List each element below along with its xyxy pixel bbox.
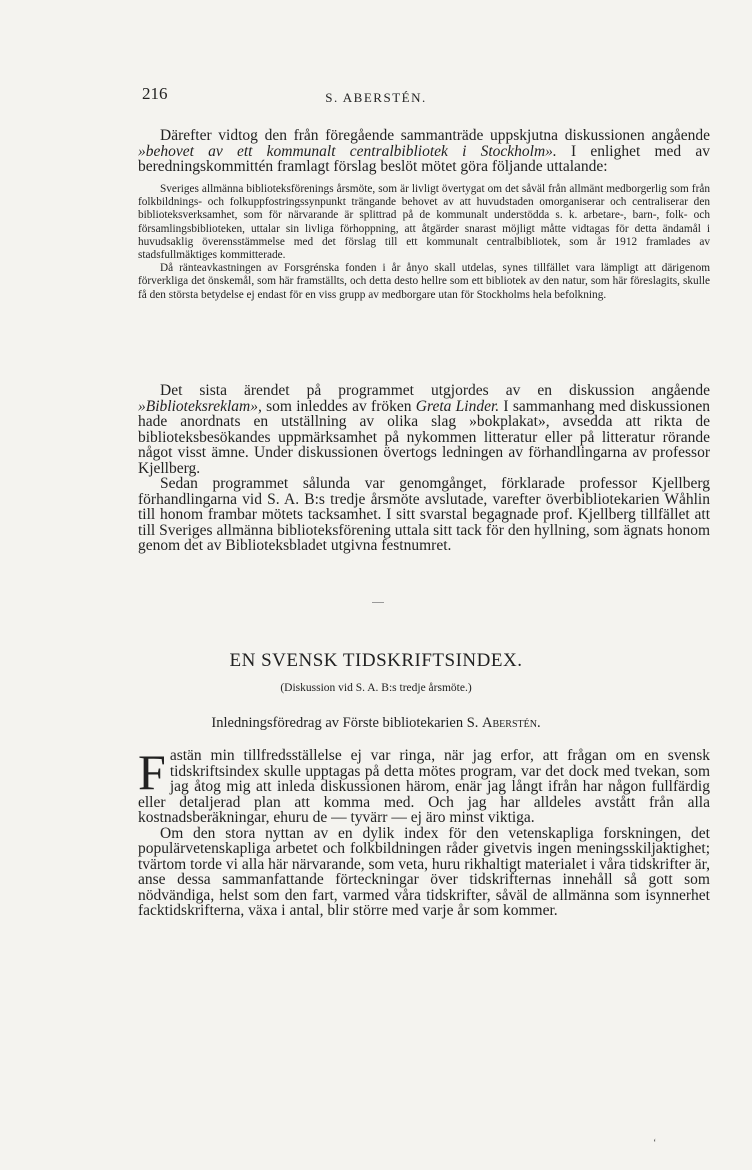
paragraph-text: I enlighet med av beredningskommittén framlagt förslag beslöt mötet göra följande uttalande: [138, 142, 711, 175]
paragraph-text: som inleddes av fröken [261, 397, 416, 415]
article-byline [0, 715, 752, 732]
closing-paragraphs [138, 383, 710, 554]
page-number: 216 [142, 84, 168, 103]
section-divider [372, 602, 384, 603]
article-subtitle: (Diskussion vid S. A. B:s tredje årsmöte.) [280, 682, 472, 694]
article-title: EN SVENSK TIDSKRIFTSINDEX. [229, 650, 523, 671]
paragraph-central-library [138, 128, 710, 175]
paragraph-text: astän min tillfredsställelse ej var ringa, när jag erfor, att frågan om en svensk tidskriftsindex skulle upptagas på detta mötes program, var det dock med tvekan, som jag åtog mig att inleda diskussionen härom, enär jag långt ifrån har någon fullfärdig eller detaljerad plan att komma med. Och jag har alldeles avstått från alla kostnadsberäkningar, ehuru de — tyvärr — ej äro minst viktiga. [138, 747, 710, 826]
drop-cap: F [138, 744, 166, 800]
paragraph-text: I sammanhang med diskussionen hade anordnats en utställning av olika slag »bokplakat», avsedda att rikta de biblioteksbesökandes uppmärksamhet på nykommen litteratur eller på litteratur rörande något visst ämne. Under diskussionen övertogs ledningen av förhandlingarna av professor Kjellberg. [138, 397, 710, 477]
resolution-paragraph-2: Då ränteavkastningen av Forsgrénska fonden i år ånyo skall utdelas, synes tillfället vara lämpligt att därigenom förverkliga det önskemål, som här framställts, och detta desto hellre som ett bibliotek av den natur, som här föreslagits, skulle få den största betydelse ej endast för en viss grupp av medborgare utan för Stockholms hela befolkning. [138, 262, 710, 301]
article-paragraph-1 [138, 744, 710, 826]
resolution-paragraph-1: Sveriges allmänna biblioteksförenings årsmöte, som är livligt övertygat om det såväl från allmänt medborgerlig som från folkbildnings- och folkuppfostringssynpunkt trängande behovet av att huvudstaden omorganiserar och centraliserar den biblioteksverksamhet, som för närvarande är splittrad på de kommunalt understödda s. k. arbetare-, barn-, folk- och församlingsbiblioteken, uttalar sin livliga förhoppning, att åtgärder snarast möjligt måtte vidtagas för detta ändamål i huvudsaklig överensstämmelse med det förslag till ett kommunalt centralbibliotek, som år 1912 framlades av stadsfullmäktiges kommitterade. [138, 183, 710, 262]
paragraph-library-advertising [138, 383, 710, 476]
article-paragraph-2: Om den stora nyttan av en dylik index för den vetenskapliga forskningen, det populärvetenskapliga arbetet och folkbildningen råder givetvis ingen meningsskiljaktighet; tvärtom torde vi alla här närvarande, som veta, huru rikhaltigt materialet i våra tidskrifter är, anse dessa sammanfattande förteckningar över tidskrifternas innehåll så gott som nödvändiga, helst som den fart, varmed våra tidskrifter, såväl de allmänna som isynnerhet facktidskrifterna, växa i antal, blir större med varje år som kommer. [138, 824, 710, 919]
resolution-block [138, 183, 710, 302]
paragraph-text: Därefter vidtog den från föregående sammanträde uppskjutna diskussionen angående [160, 127, 710, 144]
byline-author: Aberstén. [482, 715, 541, 731]
paragraph-meeting-closed: Sedan programmet sålunda var genomgånget, förklarade professor Kjellberg förhandlingarna vid S. A. B:s tredje årsmöte avslutade, varefter överbibliotekarien Wåhlin till honom frambar mötets tacksamhet. I sitt svarstal begagnade prof. Kjellberg tillfället att till Sveriges allmänna biblioteksförening uttala sitt tack för den hyllning, som ägnats honom genom det av Biblioteksbladet utgivna festnumret. [138, 475, 710, 554]
topic-emphasis: »behovet av ett kommunalt centralbibliotek i Stockholm». [138, 142, 557, 160]
page-mark: ʻ [653, 1138, 657, 1149]
byline-prefix: Inledningsföredrag av Förste bibliotekarien S. [211, 715, 483, 731]
topic-emphasis: »Biblioteksreklam», [138, 397, 262, 415]
running-head: S. ABERSTÉN. [325, 90, 427, 105]
article-body [138, 744, 710, 919]
paragraph-text: Det sista ärendet på programmet utgjordes av en diskussion angående [160, 382, 710, 399]
speaker-name: Greta Linder. [415, 397, 500, 415]
